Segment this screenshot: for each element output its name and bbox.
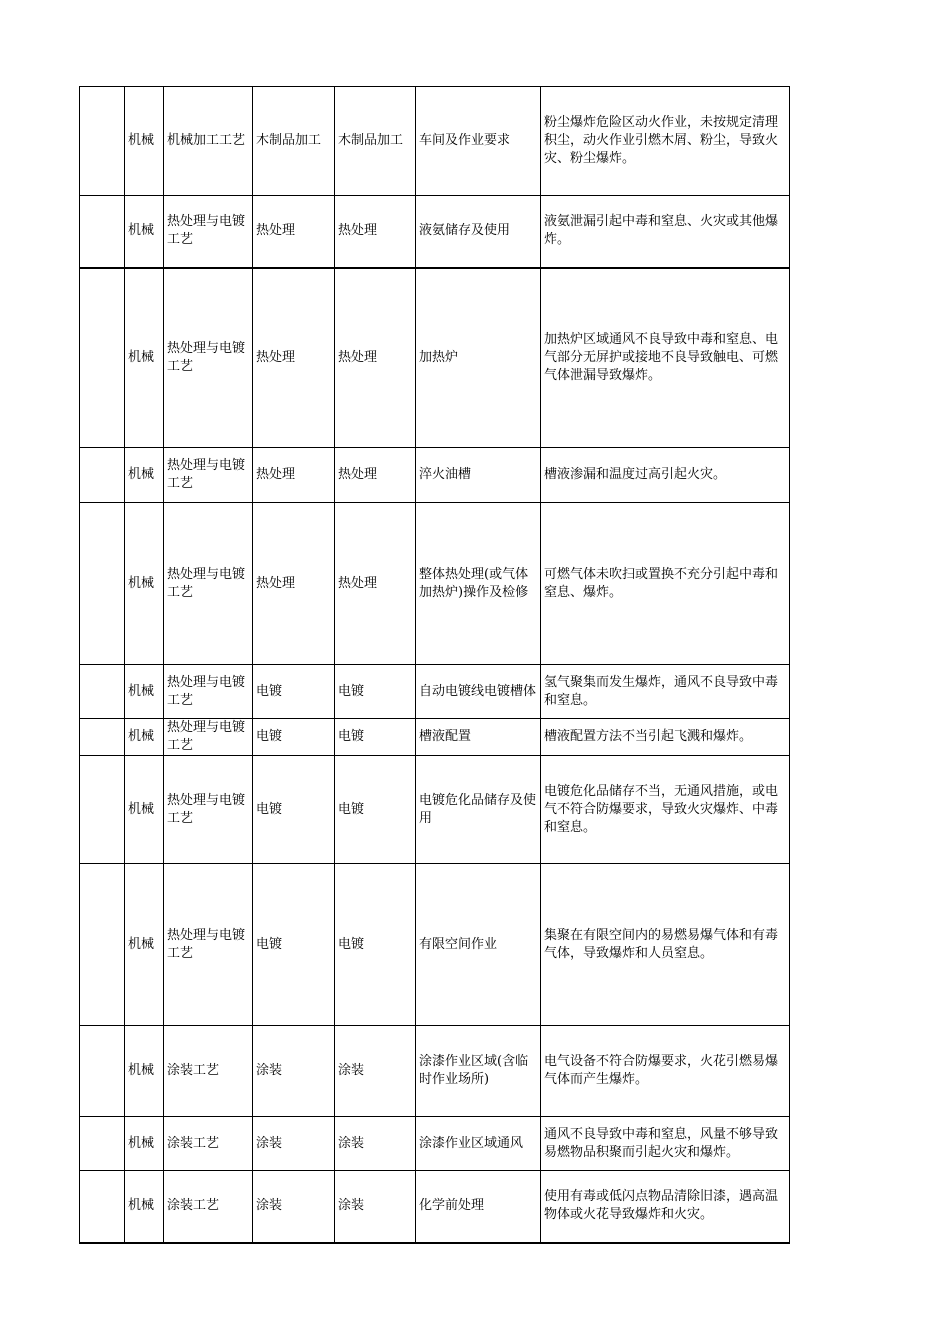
location-cell: 液氨储存及使用 <box>416 196 541 268</box>
row-index-cell <box>80 864 125 1026</box>
category-cell: 电镀 <box>253 665 335 719</box>
industry-cell: 机械 <box>125 196 164 268</box>
category-cell: 电镀 <box>253 864 335 1026</box>
industry-cell: 机械 <box>125 719 164 756</box>
category-cell: 电镀 <box>253 756 335 864</box>
table-row <box>80 196 790 268</box>
hazard-cell: 槽液配置方法不当引起飞溅和爆炸。 <box>541 719 790 756</box>
row-index-cell <box>80 756 125 864</box>
location-cell: 车间及作业要求 <box>416 87 541 196</box>
industry-cell: 机械 <box>125 448 164 503</box>
row-index-cell <box>80 719 125 756</box>
hazard-table-sheet <box>79 86 790 1244</box>
process-cell: 热处理与电镀工艺 <box>164 268 253 448</box>
sub-category-cell: 木制品加工 <box>335 87 416 196</box>
hazard-cell: 槽液渗漏和温度过高引起火灾。 <box>541 448 790 503</box>
hazard-cell: 集聚在有限空间内的易燃易爆气体和有毒气体，导致爆炸和人员窒息。 <box>541 864 790 1026</box>
sub-category-cell: 涂装 <box>335 1026 416 1117</box>
industry-cell: 机械 <box>125 1171 164 1243</box>
industry-cell: 机械 <box>125 756 164 864</box>
hazard-cell: 可燃气体未吹扫或置换不充分引起中毒和窒息、爆炸。 <box>541 503 790 665</box>
row-index-cell <box>80 448 125 503</box>
location-cell: 涂漆作业区域通风 <box>416 1117 541 1171</box>
location-cell: 淬火油槽 <box>416 448 541 503</box>
hazard-table <box>79 86 790 1244</box>
industry-cell: 机械 <box>125 87 164 196</box>
table-row <box>80 503 790 665</box>
location-cell: 化学前处理 <box>416 1171 541 1243</box>
industry-cell: 机械 <box>125 864 164 1026</box>
industry-cell: 机械 <box>125 1026 164 1117</box>
row-index-cell <box>80 268 125 448</box>
row-index-cell <box>80 1026 125 1117</box>
sub-category-cell: 电镀 <box>335 665 416 719</box>
hazard-cell: 电镀危化品储存不当，无通风措施，或电气不符合防爆要求，导致火灾爆炸、中毒和窒息。 <box>541 756 790 864</box>
industry-cell: 机械 <box>125 1117 164 1171</box>
table-row <box>80 1171 790 1243</box>
category-cell: 涂装 <box>253 1171 335 1243</box>
hazard-cell: 液氨泄漏引起中毒和窒息、火灾或其他爆炸。 <box>541 196 790 268</box>
process-cell: 热处理与电镀工艺 <box>164 665 253 719</box>
hazard-cell: 氢气聚集而发生爆炸，通风不良导致中毒和窒息。 <box>541 665 790 719</box>
industry-cell: 机械 <box>125 503 164 665</box>
process-cell: 热处理与电镀工艺 <box>164 503 253 665</box>
row-index-cell <box>80 1171 125 1243</box>
location-cell: 加热炉 <box>416 268 541 448</box>
process-cell: 机械加工工艺 <box>164 87 253 196</box>
industry-cell: 机械 <box>125 268 164 448</box>
category-cell: 木制品加工 <box>253 87 335 196</box>
category-cell: 电镀 <box>253 719 335 756</box>
location-cell: 有限空间作业 <box>416 864 541 1026</box>
process-text: 热处理与电镀工艺 <box>167 720 246 753</box>
category-cell: 涂装 <box>253 1026 335 1117</box>
sub-category-cell: 涂装 <box>335 1171 416 1243</box>
process-cell: 热处理与电镀工艺 <box>164 756 253 864</box>
table-row <box>80 87 790 196</box>
location-cell: 涂漆作业区域(含临时作业场所) <box>416 1026 541 1117</box>
location-cell: 整体热处理(或气体加热炉)操作及检修 <box>416 503 541 665</box>
sub-category-cell: 热处理 <box>335 448 416 503</box>
table-row <box>80 756 790 864</box>
hazard-cell: 加热炉区域通风不良导致中毒和窒息、电气部分无屏护或接地不良导致触电、可燃气体泄漏导致爆炸。 <box>541 268 790 448</box>
industry-cell: 机械 <box>125 665 164 719</box>
process-cell: 涂装工艺 <box>164 1171 253 1243</box>
category-cell: 涂装 <box>253 1117 335 1171</box>
sub-category-cell: 热处理 <box>335 503 416 665</box>
table-row <box>80 448 790 503</box>
process-cell: 热处理与电镀工艺 <box>164 196 253 268</box>
row-index-cell <box>80 503 125 665</box>
process-cell: 涂装工艺 <box>164 1026 253 1117</box>
location-cell: 槽液配置 <box>416 719 541 756</box>
table-row <box>80 864 790 1026</box>
table-row <box>80 268 790 448</box>
sub-category-cell: 电镀 <box>335 864 416 1026</box>
category-cell: 热处理 <box>253 268 335 448</box>
row-index-cell <box>80 87 125 196</box>
process-cell: 涂装工艺 <box>164 1117 253 1171</box>
sub-category-cell: 热处理 <box>335 196 416 268</box>
table-row <box>80 665 790 719</box>
table-row <box>80 1117 790 1171</box>
location-cell: 自动电镀线电镀槽体 <box>416 665 541 719</box>
hazard-cell: 电气设备不符合防爆要求，火花引燃易爆气体而产生爆炸。 <box>541 1026 790 1117</box>
process-cell <box>164 719 253 756</box>
process-cell: 热处理与电镀工艺 <box>164 448 253 503</box>
table-row <box>80 1026 790 1117</box>
process-cell: 热处理与电镀工艺 <box>164 864 253 1026</box>
table-row <box>80 719 790 756</box>
row-index-cell <box>80 665 125 719</box>
category-cell: 热处理 <box>253 196 335 268</box>
hazard-cell: 粉尘爆炸危险区动火作业，未按规定清理积尘，动火作业引燃木屑、粉尘，导致火灾、粉尘爆炸。 <box>541 87 790 196</box>
hazard-cell: 使用有毒或低闪点物品清除旧漆，遇高温物体或火花导致爆炸和火灾。 <box>541 1171 790 1243</box>
sub-category-cell: 热处理 <box>335 268 416 448</box>
hazard-cell: 通风不良导致中毒和窒息，风量不够导致易燃物品积聚而引起火灾和爆炸。 <box>541 1117 790 1171</box>
location-cell: 电镀危化品储存及使用 <box>416 756 541 864</box>
sub-category-cell: 涂装 <box>335 1117 416 1171</box>
sub-category-cell: 电镀 <box>335 719 416 756</box>
category-cell: 热处理 <box>253 448 335 503</box>
row-index-cell <box>80 196 125 268</box>
category-cell: 热处理 <box>253 503 335 665</box>
row-index-cell <box>80 1117 125 1171</box>
sub-category-cell: 电镀 <box>335 756 416 864</box>
